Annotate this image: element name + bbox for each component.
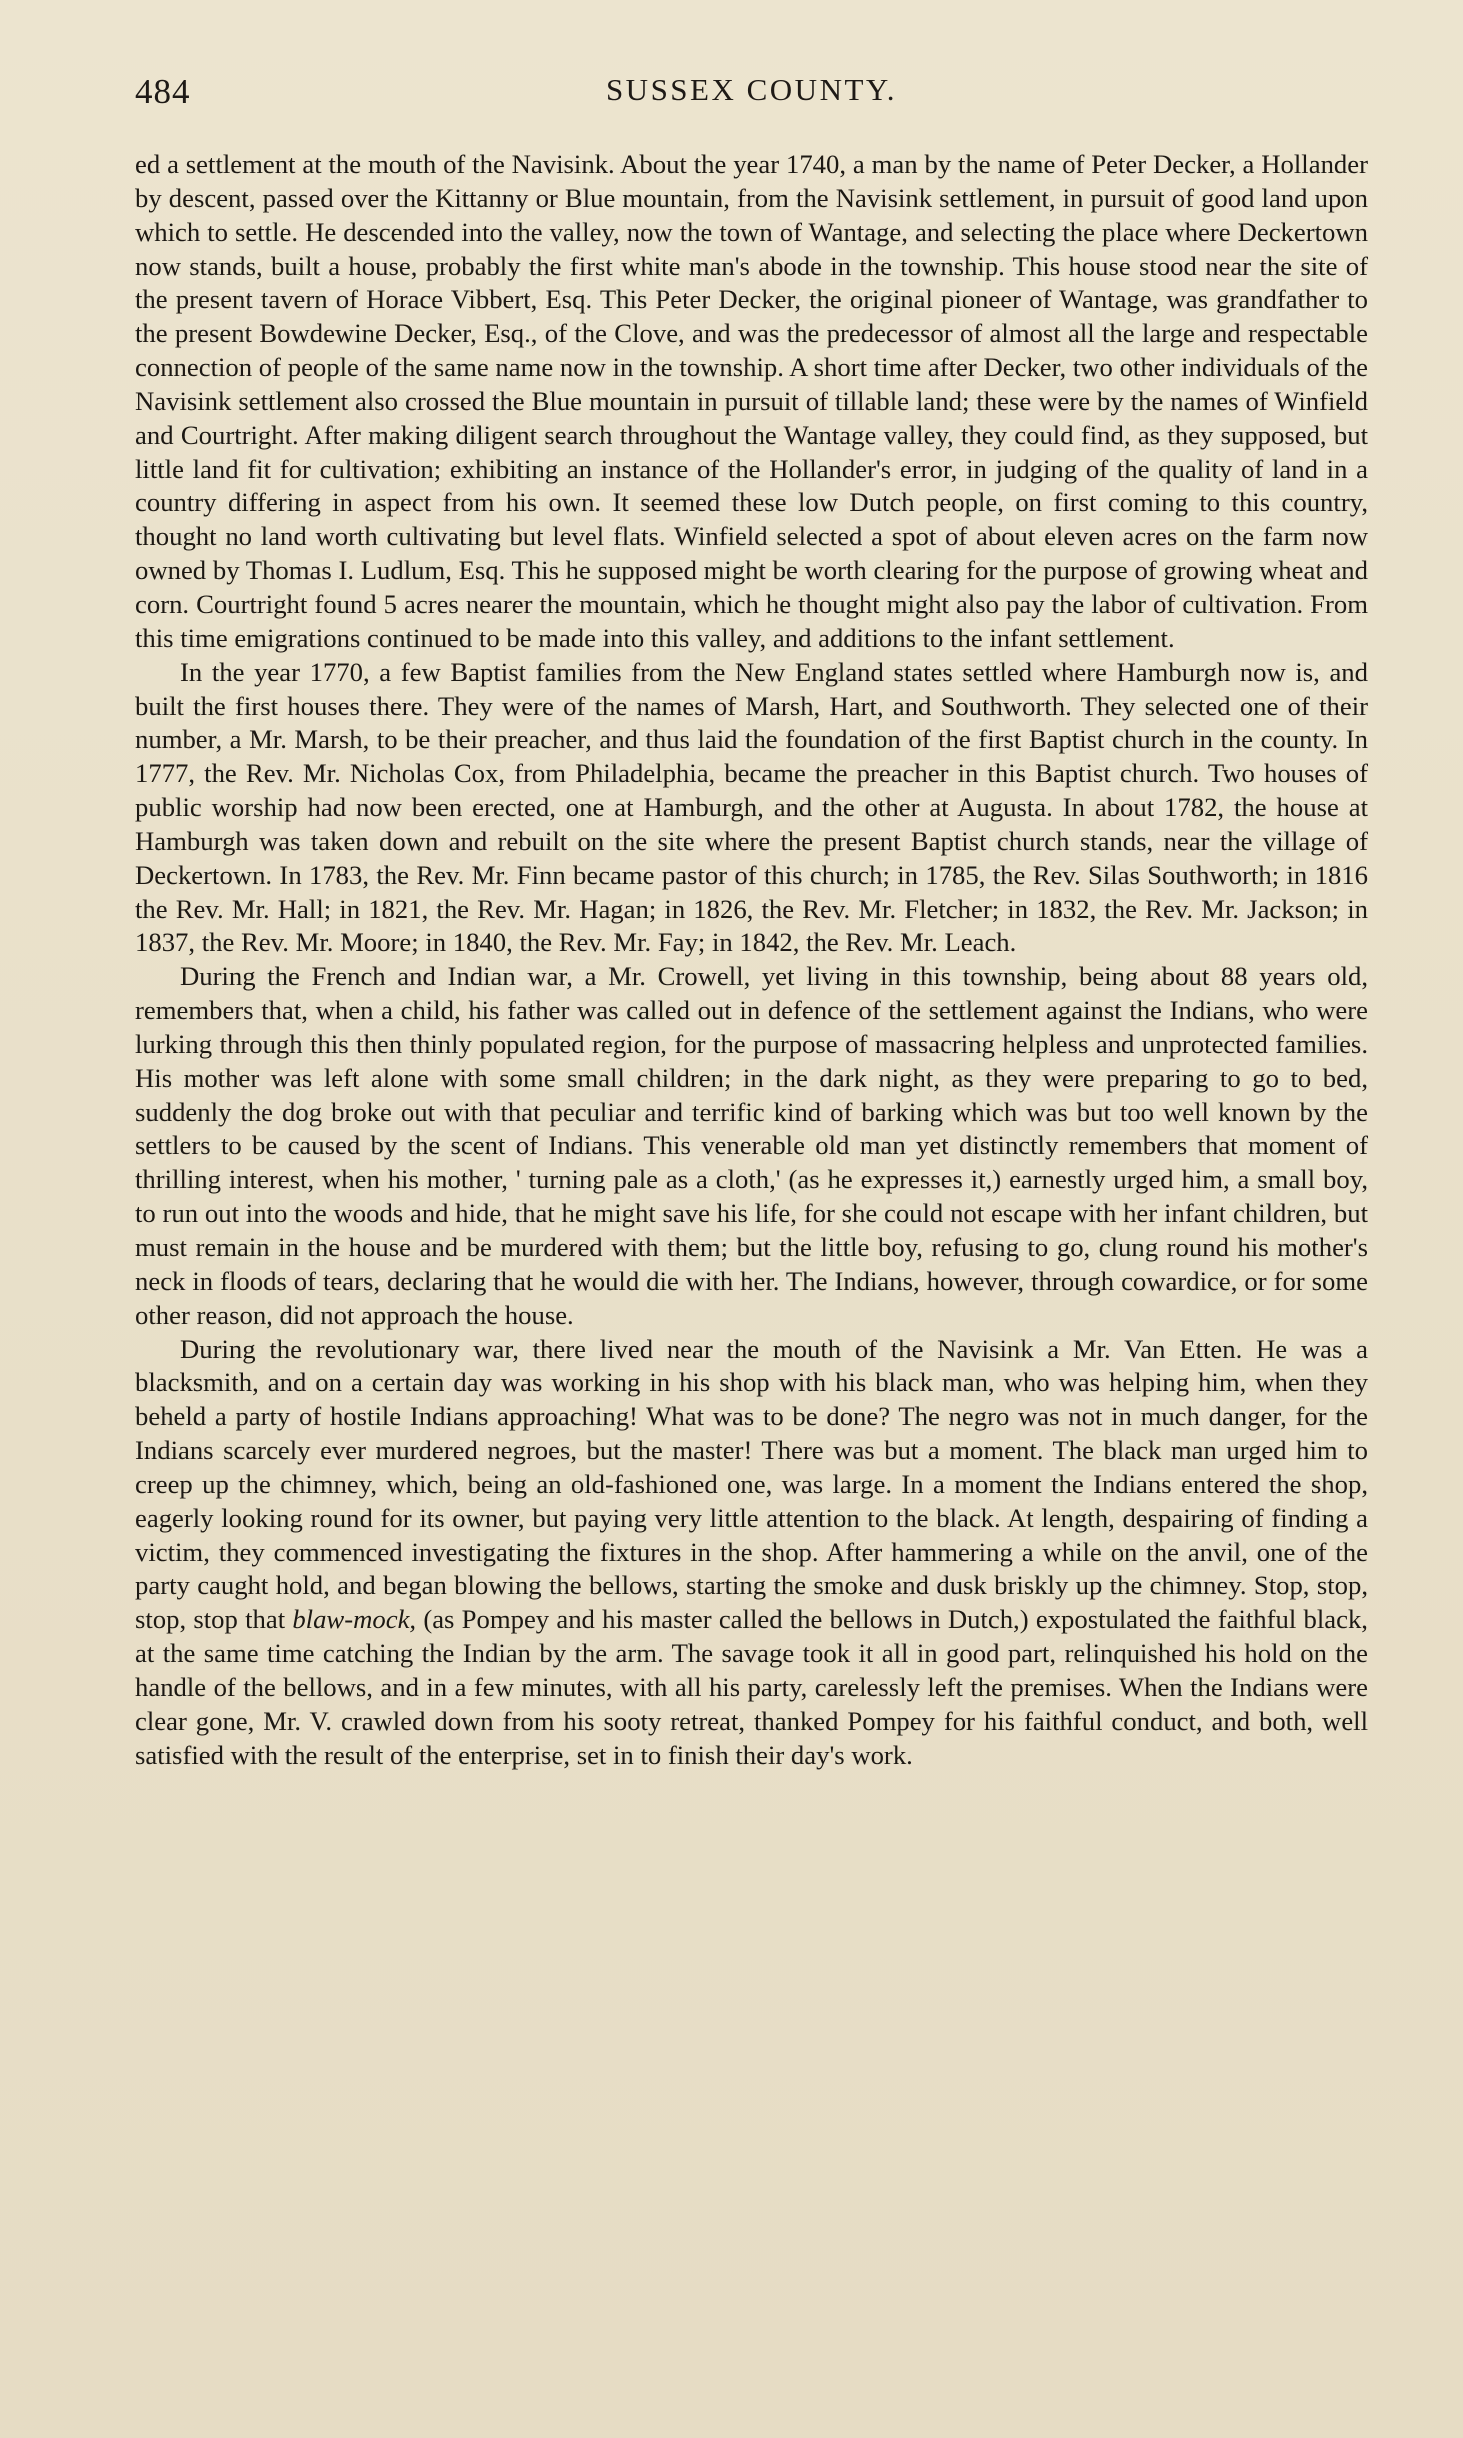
body-text (135, 148, 1368, 1773)
paragraph-text-before: During the revolutionary war, there lived near the mouth of the Navisink a Mr. Van Etten. He was a blacksmith, and on a certain day was working in his shop with his black man, who was helping him, when they beheld a party of hostile Indians approaching! What was to be done? The negro was not in much danger, for the Indians scarcely ever murdered negroes, but the master! There was but a moment. The black man urged him to creep up the chimney, which, being an old-fashioned one, was large. In a moment the Indians entered the shop, eagerly looking round for its owner, but paying very little attention to the black. At length, despairing of finding a victim, they commenced investigating the fixtures in the shop. After hammering a while on the anvil, one of the party caught hold, and began blowing the bellows, starting the smoke and dusk briskly up the chimney. Stop, stop, stop, stop that (135, 1333, 1368, 1635)
paragraph-french-indian-war: During the French and Indian war, a Mr. Crowell, yet living in this township, being about 88 years old, remembers that, when a child, his father was called out in defence of the settlement against the Indians, who were lurking through this then thinly populated region, for the purpose of massacring helpless and unprotected families. His mother was left alone with some small children; in the dark night, as they were preparing to go to bed, suddenly the dog broke out with that peculiar and terrific kind of barking which was but too well known by the settlers to be caused by the scent of Indians. This venerable old man yet distinctly remembers that moment of thrilling interest, when his mother, ' turning pale as a cloth,' (as he expresses it,) earnestly urged him, a small boy, to run out into the woods and hide, that he might save his life, for she could not escape with her infant children, but must remain in the house and be murdered with them; but the little boy, refusing to go, clung round his mother's neck in floods of tears, declaring that he would die with her. The Indians, however, through cowardice, or for some other reason, did not approach the house. (135, 961, 1368, 1330)
paragraph-revolutionary-war (135, 1333, 1368, 1773)
page-number: 484 (135, 72, 191, 111)
paragraph-decker-settlement: ed a settlement at the mouth of the Navisink. About the year 1740, a man by the name of Peter Decker, a Hollander by descent, passed over the Kittanny or Blue mountain, from the Navisink settlement, in pursuit of good land upon which to settle. He descended into the valley, now the town of Wantage, and selecting the place where Deckertown now stands, built a house, probably the first white man's abode in the township. This house stood near the site of the present tavern of Horace Vibbert, Esq. This Peter Decker, the original pioneer of Wantage, was grandfather to the present Bowdewine Decker, Esq., of the Clove, and was the predecessor of almost all the large and respectable connection of people of the same name now in the township. A short time after Decker, two other individuals of the Navisink settlement also crossed the Blue mountain in pursuit of tillable land; these were by the names of Winfield and Courtright. After making diligent search throughout the Wantage valley, they could find, as they supposed, but little land fit for cultivation; exhibiting an instance of the Hollander's error, in judging of the quality of land in a country differing in aspect from his own. It seemed these low Dutch people, on first coming to this country, thought no land worth cultivating but level flats. Winfield selected a spot of about eleven acres on the farm now owned by Thomas I. Ludlum, Esq. This he supposed might be worth clearing for the purpose of growing wheat and corn. Courtright found 5 acres nearer the mountain, which he thought might also pay the labor of cultivation. From this time emigrations continued to be made into this valley, and additions to the infant settlement. (135, 149, 1368, 653)
italic-term-blaw-mock: blaw-mock, (292, 1604, 417, 1635)
running-head: SUSSEX COUNTY. (605, 72, 898, 107)
paragraph-baptist-families: In the year 1770, a few Baptist families from the New England states settled where Hamburgh now is, and built the first houses there. They were of the names of Marsh, Hart, and Southworth. They selected one of their number, a Mr. Marsh, to be their preacher, and thus laid the foundation of the first Baptist church in the county. In 1777, the Rev. Mr. Nicholas Cox, from Philadelphia, became the preacher in this Baptist church. Two houses of public worship had now been erected, one at Hamburgh, and the other at Augusta. In about 1782, the house at Hamburgh was taken down and rebuilt on the site where the present Baptist church stands, near the village of Deckertown. In 1783, the Rev. Mr. Finn became pastor of this church; in 1785, the Rev. Silas Southworth; in 1816 the Rev. Mr. Hall; in 1821, the Rev. Mr. Hagan; in 1826, the Rev. Mr. Fletcher; in 1832, the Rev. Mr. Jackson; in 1837, the Rev. Mr. Moore; in 1840, the Rev. Mr. Fay; in 1842, the Rev. Mr. Leach. (135, 656, 1368, 958)
paragraph-text-after: (as Pompey and his master called the bellows in Dutch,) expostulated the faithful black, at the same time catching the Indian by the arm. The savage took it all in good part, relinquished his hold on the handle of the bellows, and in a few minutes, with all his party, carelessly left the premises. When the Indians were clear gone, Mr. V. crawled down from his sooty retreat, thanked Pompey for his faithful conduct, and both, well satisfied with the result of the enterprise, set in to finish their day's work. (135, 1604, 1368, 1770)
page-header (135, 72, 1368, 122)
